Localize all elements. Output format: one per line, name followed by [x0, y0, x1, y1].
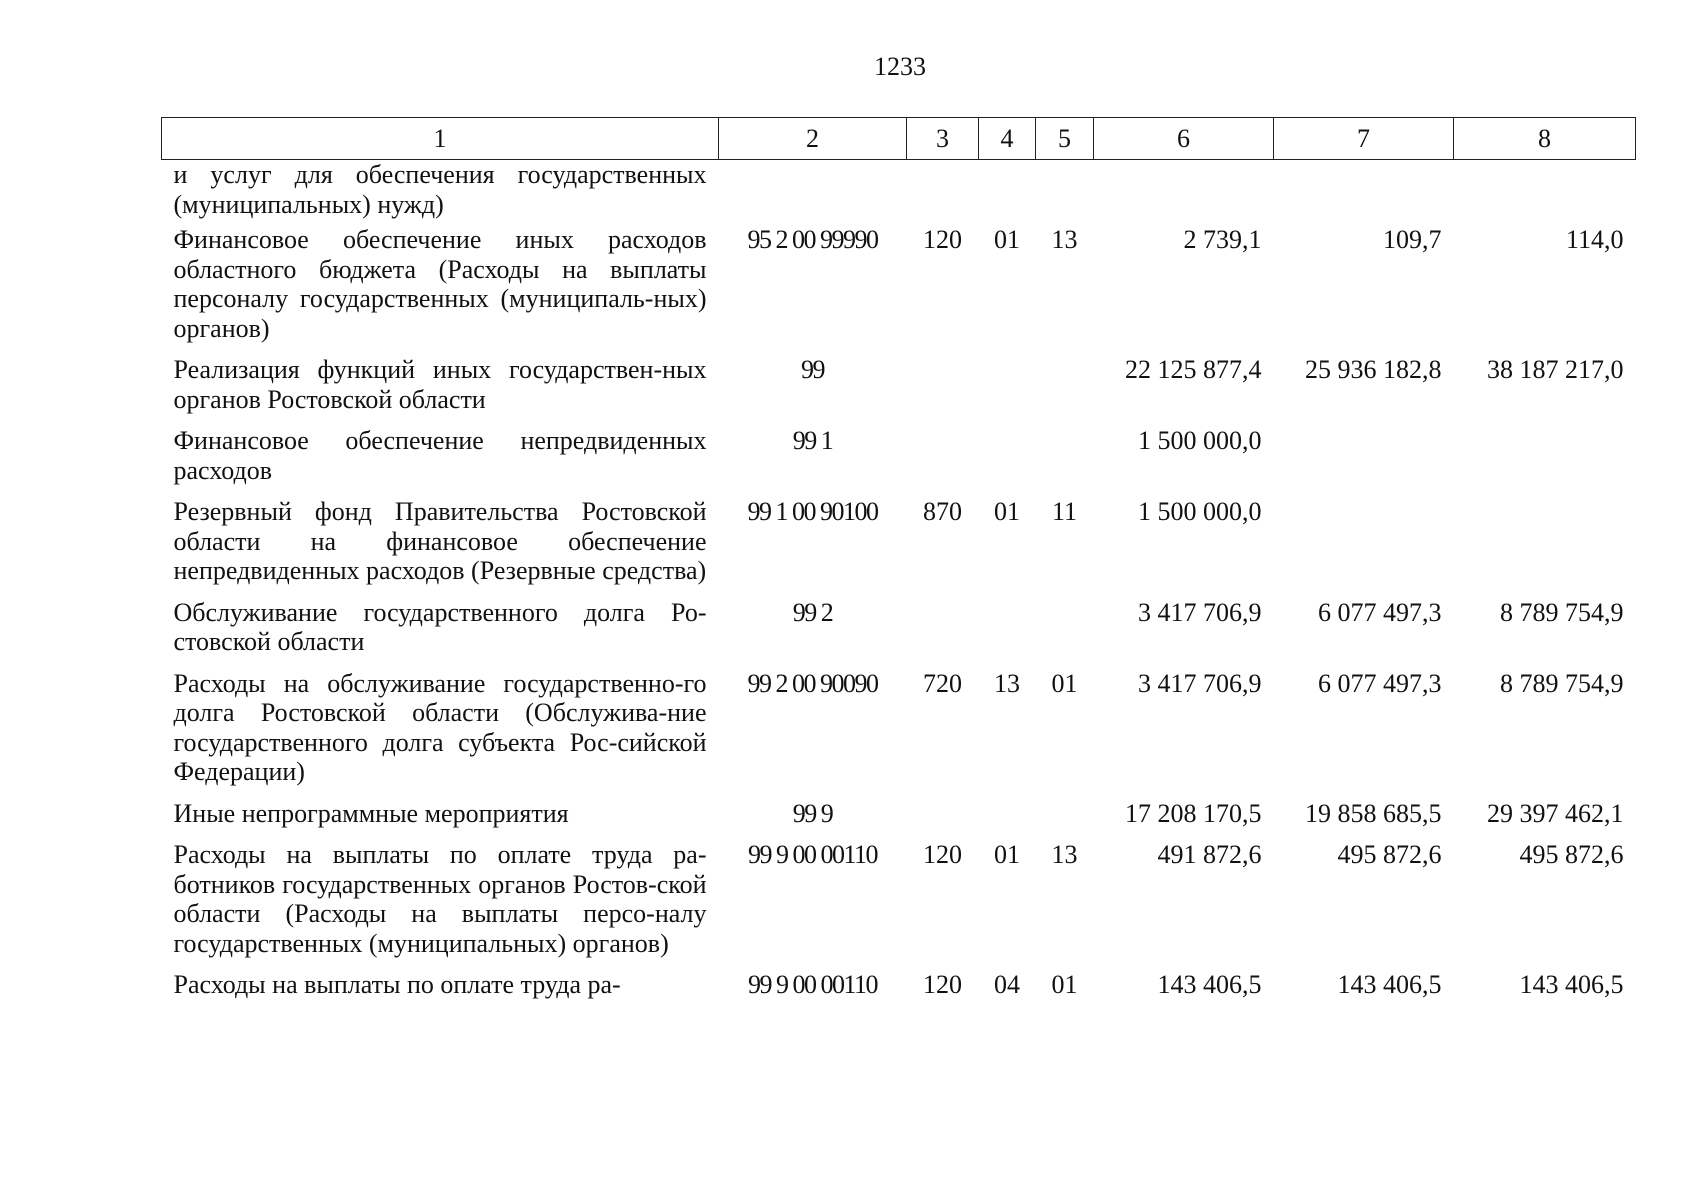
- row-expense-type: [907, 160, 979, 226]
- row-subsection: 13: [1051, 225, 1078, 254]
- row-value-col8: 38 187 217,0: [1487, 355, 1624, 384]
- row-section: [979, 355, 1036, 426]
- row-value-col8: 495 872,6: [1519, 840, 1624, 869]
- row-value-col7: 6 077 497,3: [1318, 668, 1442, 698]
- row-value-col6: 143 406,5: [1157, 970, 1262, 999]
- row-value-col7: [1274, 497, 1454, 598]
- row-value-col7: 25 936 182,8: [1305, 355, 1442, 384]
- row-target-code: 95 2 00 99990: [747, 225, 878, 254]
- row-value-col6: 22 125 877,4: [1125, 355, 1262, 384]
- row-value-col7: 495 872,6: [1337, 840, 1442, 869]
- header-col-8: 8: [1454, 118, 1636, 160]
- row-value-col6: 3 417 706,9: [1138, 597, 1262, 627]
- row-value-col7: [1274, 426, 1454, 497]
- row-expense-type: 120: [923, 840, 962, 869]
- row-expense-type: [907, 355, 979, 426]
- row-value-col6: 1 500 000,0: [1138, 497, 1262, 526]
- row-target-code: 99 1 00 90100: [747, 497, 878, 526]
- row-expense-type: 720: [923, 668, 962, 698]
- row-value-col8: 143 406,5: [1519, 970, 1624, 999]
- row-target-code: 99 1: [792, 426, 833, 455]
- row-value-col7: 109,7: [1383, 225, 1442, 254]
- row-section: [979, 799, 1036, 841]
- row-value-col8: 114,0: [1565, 225, 1624, 254]
- header-col-3: 3: [907, 118, 979, 160]
- row-description: Расходы на выплаты по оплате труда ра-: [173, 970, 621, 999]
- table-row: [162, 497, 1636, 598]
- row-description: Финансовое обеспечение непредвиденных расходов: [173, 426, 707, 485]
- row-subsection: 01: [1051, 668, 1078, 698]
- row-section: [979, 598, 1036, 669]
- row-subsection: [1036, 355, 1094, 426]
- row-subsection: 13: [1051, 840, 1078, 869]
- header-col-4: 4: [979, 118, 1036, 160]
- row-value-col8: [1454, 426, 1636, 497]
- row-value-col8: 8 789 754,9: [1500, 668, 1624, 698]
- row-description: Финансовое обеспечение иных расходов областного бюджета (Расходы на выплаты персоналу государственных (муниципаль-ных) органов): [173, 225, 707, 343]
- table-row: [162, 799, 1636, 841]
- header-col-1: 1: [162, 118, 719, 160]
- row-value-col7: 19 858 685,5: [1305, 798, 1442, 828]
- row-description: Расходы на выплаты по оплате труда ра-ботников государственных органов Ростов-ской области (Расходы на выплаты персо-налу государственных (муниципальных) органов): [173, 840, 707, 958]
- row-value-col6: 491 872,6: [1157, 840, 1262, 869]
- header-col-5: 5: [1036, 118, 1094, 160]
- row-value-col7: 143 406,5: [1337, 970, 1442, 999]
- row-description: и услуг для обеспечения государственных (муниципальных) нужд): [173, 160, 707, 219]
- table-row: [162, 970, 1636, 1012]
- row-target-code: 99: [801, 355, 824, 384]
- row-description: Резервный фонд Правительства Ростовской области на финансовое обеспечение непредвиденных расходов (Резервные средства): [173, 497, 707, 585]
- row-description: Обслуживание государственного долга Ро-стовской области: [173, 597, 707, 656]
- header-col-7: 7: [1274, 118, 1454, 160]
- row-target-code: 99 2: [792, 597, 833, 627]
- table-row: [162, 598, 1636, 669]
- row-section: 01: [994, 497, 1020, 526]
- header-row: [162, 118, 1636, 160]
- row-value-col8: [1454, 160, 1636, 226]
- row-expense-type: 870: [923, 497, 962, 526]
- row-subsection: [1036, 160, 1094, 226]
- row-target-code: 99 9: [792, 798, 833, 828]
- row-expense-type: [907, 426, 979, 497]
- table-row: [162, 160, 1636, 226]
- row-value-col6: 2 739,1: [1183, 225, 1262, 254]
- row-subsection: [1036, 799, 1094, 841]
- row-description: Расходы на обслуживание государственно-го долга Ростовской области (Обслужива-ние государственного долга субъекта Рос-сийской Федерации): [173, 668, 707, 786]
- row-value-col6: 3 417 706,9: [1138, 668, 1262, 698]
- row-section: [979, 160, 1036, 226]
- row-expense-type: 120: [923, 225, 962, 254]
- row-target-code: 99 9 00 00110: [747, 840, 878, 869]
- table-row: [162, 840, 1636, 970]
- table-row: [162, 669, 1636, 799]
- header-col-2: 2: [719, 118, 907, 160]
- row-description: Реализация функций иных государствен-ных органов Ростовской области: [173, 355, 707, 414]
- row-target-code: 99 2 00 90090: [747, 668, 878, 698]
- row-subsection: [1036, 598, 1094, 669]
- row-value-col6: 1 500 000,0: [1138, 426, 1262, 455]
- row-value-col6: [1094, 160, 1274, 226]
- row-value-col7: [1274, 160, 1454, 226]
- page-number: 1233: [874, 52, 926, 81]
- table-row: [162, 225, 1636, 355]
- row-expense-type: 120: [923, 970, 962, 999]
- row-section: 13: [994, 668, 1020, 698]
- row-section: [979, 426, 1036, 497]
- row-target-code: [719, 160, 907, 226]
- row-section: 01: [994, 225, 1020, 254]
- row-value-col7: 6 077 497,3: [1318, 597, 1442, 627]
- row-subsection: [1036, 426, 1094, 497]
- row-subsection: 01: [1051, 970, 1078, 999]
- table-body: [162, 160, 1636, 1012]
- budget-table: [161, 117, 1636, 1012]
- row-value-col6: 17 208 170,5: [1125, 798, 1262, 828]
- table-row: [162, 355, 1636, 426]
- row-section: 04: [994, 970, 1020, 999]
- row-value-col8: 8 789 754,9: [1500, 597, 1624, 627]
- row-description: Иные непрограммные мероприятия: [173, 798, 569, 828]
- row-expense-type: [907, 598, 979, 669]
- row-subsection: 11: [1051, 497, 1078, 526]
- header-col-6: 6: [1094, 118, 1274, 160]
- table-row: [162, 426, 1636, 497]
- row-value-col8: [1454, 497, 1636, 598]
- table-header: [162, 118, 1636, 160]
- row-expense-type: [907, 799, 979, 841]
- row-section: 01: [994, 840, 1020, 869]
- row-target-code: 99 9 00 00110: [747, 970, 878, 999]
- row-value-col8: 29 397 462,1: [1487, 798, 1624, 828]
